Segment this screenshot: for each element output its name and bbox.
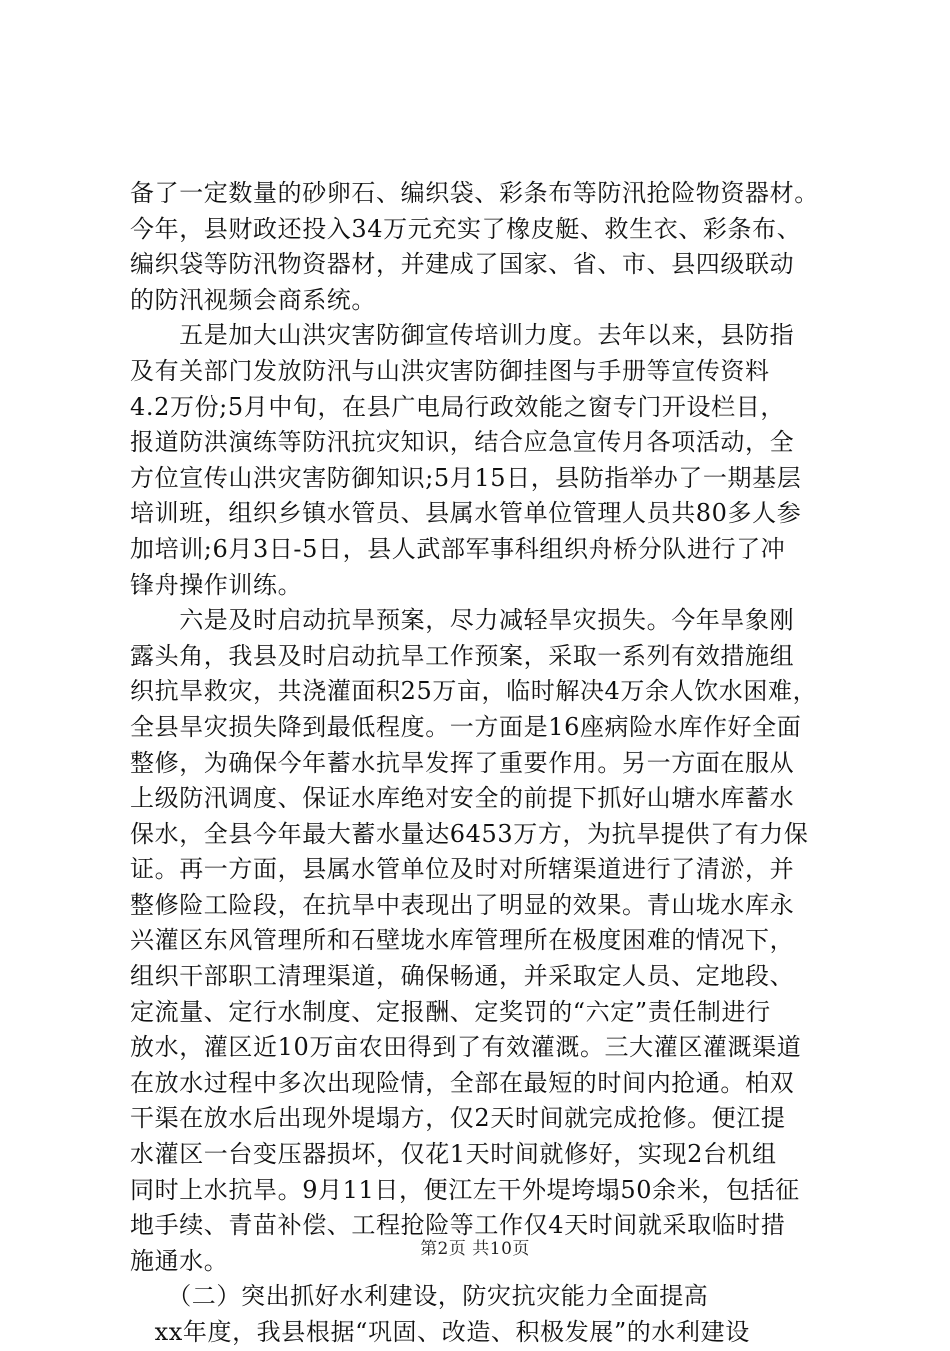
text-line: 证。再一方面，县属水管单位及时对所辖渠道进行了清淤，并 — [130, 855, 795, 884]
text-line: 培训班，组织乡镇水管员、县属水管单位管理人员共80多人参 — [130, 499, 802, 528]
text-line: （二）突出抓好水利建设，防灾抗灾能力全面提高 — [130, 1282, 709, 1311]
text-line: 水灌区一台变压器损坏，仅花1天时间就修好，实现2台机组 — [130, 1140, 777, 1169]
text-line: 定流量、定行水制度、定报酬、定奖罚的“六定”责任制进行 — [130, 997, 771, 1026]
text-line: 保水，全县今年最大蓄水量达6453万方，为抗旱提供了有力保 — [130, 819, 809, 848]
text-line: 今年，县财政还投入34万元充实了橡皮艇、救生衣、彩条布、 — [130, 214, 802, 243]
text-line: 兴灌区东风管理所和石壁垅水库管理所在极度困难的情况下， — [130, 926, 795, 955]
text-line: 全县旱灾损失降到最低程度。一方面是16座病险水库作好全面 — [130, 712, 802, 741]
text-line: 五是加大山洪灾害防御宣传培训力度。去年以来，县防指 — [130, 321, 795, 350]
text-line: 织抗旱救灾，共浇灌面积25万亩，临时解决4万余人饮水困难， — [130, 677, 818, 706]
page-footer: 第2页 共10页 — [420, 1239, 530, 1259]
text-line: 4.2万份;5月中旬，在县广电局行政效能之窗专门开设栏目， — [130, 392, 785, 421]
text-line: 加培训;6月3日-5日，县人武部军事科组织舟桥分队进行了冲 — [130, 534, 786, 563]
text-line: 露头角，我县及时启动抗旱工作预案，采取一系列有效措施组 — [130, 641, 795, 670]
text-line: 报道防洪演练等防汛抗灾知识，结合应急宣传月各项活动，全 — [130, 428, 795, 457]
text-line: 及有关部门发放防汛与山洪灾害防御挂图与手册等宣传资料 — [130, 356, 770, 385]
text-line: 备了一定数量的砂卵石、编织袋、彩条布等防汛抢险物资器材。 — [130, 179, 819, 207]
document-body — [130, 176, 842, 1351]
text-line: 上级防汛调度、保证水库绝对安全的前提下抓好山塘水库蓄水 — [130, 784, 795, 813]
text-line: 锋舟操作训练。 — [130, 570, 303, 599]
text-line: 放水，灌区近10万亩农田得到了有效灌溉。三大灌区灌溉渠道 — [130, 1033, 802, 1062]
text-line: 地手续、青苗补偿、工程抢险等工作仅4天时间就采取临时措 — [130, 1211, 786, 1240]
text-line: 组织干部职工清理渠道，确保畅通，并采取定人员、定地段、 — [130, 962, 795, 991]
text-line: 整修，为确保今年蓄水抗旱发挥了重要作用。另一方面在服从 — [130, 748, 795, 777]
text-line: 同时上水抗旱。9月11日，便江左干外堤垮塌50余米，包括征 — [130, 1175, 800, 1204]
text-line: xx年度，我县根据“巩固、改造、积极发展”的水利建设 — [130, 1318, 750, 1346]
text-line: 编织袋等防汛物资器材，并建成了国家、省、市、县四级联动 — [130, 250, 795, 279]
text-line: 在放水过程中多次出现险情，全部在最短的时间内抢通。柏双 — [130, 1068, 795, 1097]
text-line: 的防汛视频会商系统。 — [130, 285, 376, 314]
text-line: 施通水。 — [130, 1246, 229, 1275]
text-line: 六是及时启动抗旱预案，尽力减轻旱灾损失。今年旱象刚 — [130, 606, 795, 635]
text-line: 方位宣传山洪灾害防御知识;5月15日，县防指举办了一期基层 — [130, 463, 802, 492]
text-line: 干渠在放水后出现外堤塌方，仅2天时间就完成抢修。便江提 — [130, 1104, 786, 1133]
text-line: 整修险工险段，在抗旱中表现出了明显的效果。青山垅水库永 — [130, 890, 795, 919]
